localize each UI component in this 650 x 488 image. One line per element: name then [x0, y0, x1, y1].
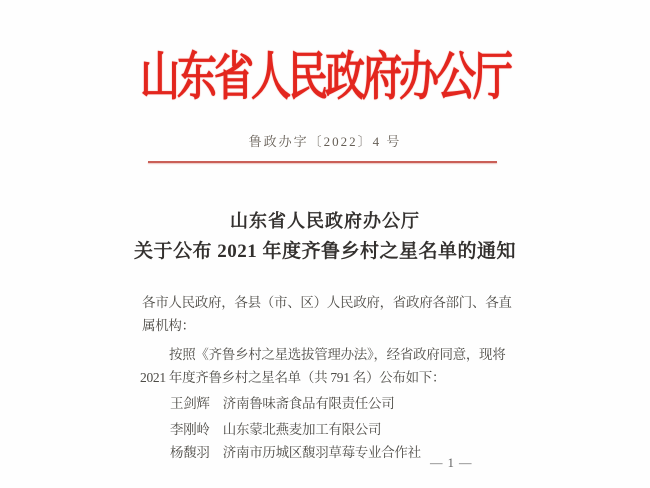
- body-line-addressees-1: 各市人民政府，各县（市、区）人民政府，省政府各部门、各直: [142, 295, 512, 310]
- list-item-awardee-1: 王剑辉 济南鲁味斋食品有限责任公司: [170, 396, 395, 411]
- list-item-awardee-2: 李刚岭 山东蒙北燕麦加工有限公司: [170, 422, 382, 437]
- letterhead-title: 山东省人民政府办公厅: [140, 47, 510, 107]
- document-number: 鲁政办字〔2022〕4 号: [248, 134, 402, 149]
- red-divider-line: [148, 161, 497, 163]
- body-line-addressees-2: 属机构：: [142, 318, 195, 333]
- body-line-paragraph-1: 按照《齐鲁乡村之星选拔管理办法》，经省政府同意，现将: [169, 347, 506, 362]
- page-number: — 1 —: [430, 456, 473, 470]
- document-title-line1: 山东省人民政府办公厅: [230, 211, 420, 231]
- body-line-paragraph-2: 2021 年度齐鲁乡村之星名单（共 791 名）公布如下：: [140, 370, 446, 385]
- document-title-line2: 关于公布 2021 年度齐鲁乡村之星名单的通知: [133, 241, 516, 262]
- list-item-awardee-3: 杨馥羽 济南市历城区馥羽草莓专业合作社: [170, 445, 421, 460]
